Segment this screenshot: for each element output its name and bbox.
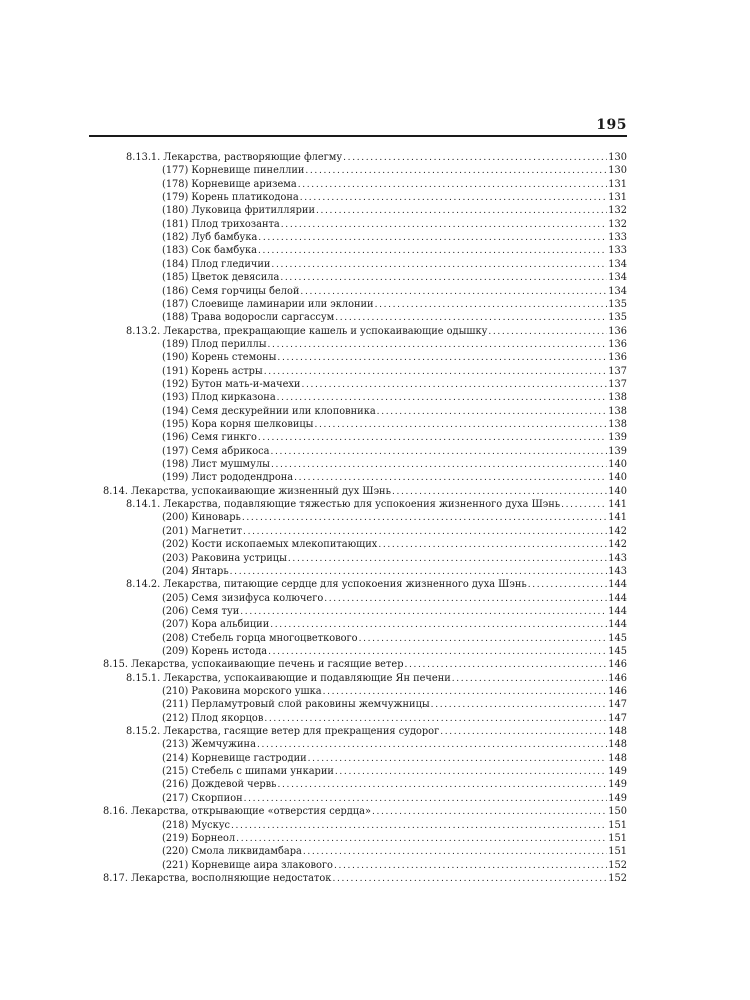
toc-entry-page: 152 [608, 859, 627, 871]
dot-leader [278, 778, 608, 792]
toc-entry-title: Семя абрикоса [191, 445, 270, 457]
toc-entry-page: 146 [608, 672, 627, 684]
toc-entry-page: 144 [608, 579, 627, 591]
dot-leader [258, 244, 607, 258]
dot-leader [335, 765, 607, 779]
toc-entry-title: Перламутровый слой раковины жемчужницы [191, 699, 430, 711]
toc-entry [162, 685, 627, 698]
dot-leader [270, 618, 607, 632]
toc-entry-number: 8.14. [103, 485, 128, 497]
toc-entry-number: (214) [162, 752, 189, 764]
toc-entry-page: 145 [608, 632, 627, 644]
toc-entry-page: 149 [608, 792, 627, 804]
toc-entry-title: Корневище аира злакового [191, 859, 333, 871]
toc-entry-page: 151 [608, 846, 627, 858]
toc-entry [162, 365, 627, 378]
dot-leader [280, 271, 607, 285]
dot-leader [268, 338, 608, 352]
toc-entry-title: Корневище гастродии [191, 752, 307, 764]
toc-entry-title: Раковина морского ушка [191, 686, 322, 697]
toc-entry-title: Кости ископаемых млекопитающих [191, 539, 378, 551]
toc-entry-page: 145 [608, 645, 627, 657]
toc-entry [162, 832, 627, 845]
dot-leader [308, 752, 608, 766]
dot-leader [392, 485, 607, 499]
toc-entry-title: Лекарства, гасящие ветер для прекращения судорог [163, 726, 440, 738]
toc-entry [162, 231, 627, 244]
toc-entry [162, 565, 627, 578]
dot-leader [300, 285, 607, 299]
toc-entry-title: Лекарства, открывающие «отверстия сердца» [130, 806, 371, 818]
dot-leader [271, 458, 607, 472]
toc-entry-number: (209) [162, 645, 189, 657]
toc-entry-title: Раковина устрицы [191, 552, 287, 564]
dot-leader [324, 592, 607, 606]
toc-entry-title: Лекарства, успокаивающие и подавляющие Ян печени [163, 672, 451, 684]
toc-entry-number: (202) [162, 539, 189, 551]
toc-entry-title: Жемчужина [191, 739, 256, 751]
toc-entry-page: 139 [608, 432, 627, 444]
toc-entry-title: Плод гледичии [191, 258, 271, 270]
toc-entry-number: 8.13.2. [126, 325, 161, 337]
toc-entry-title: Луб бамбука [191, 232, 258, 244]
toc-entry [162, 632, 627, 645]
toc-entry-title: Стебель с шипами ункарии [191, 766, 334, 778]
toc-entry [162, 765, 627, 778]
dot-leader [378, 538, 607, 552]
toc-entry-title: Киноварь [191, 512, 241, 524]
toc-entry-title: Лекарства, восполняющие недостаток [130, 872, 332, 884]
dot-leader [240, 605, 607, 619]
toc-entry-page: 132 [608, 218, 627, 230]
toc-entry-title: Луковица фритиллярии [191, 205, 315, 217]
toc-entry [162, 164, 627, 177]
toc-entry [162, 445, 627, 458]
toc-entry-title: Корень астры [191, 365, 263, 377]
toc-entry [126, 498, 627, 511]
toc-entry-title: Семя гинкго [191, 432, 257, 444]
toc-entry [162, 258, 627, 271]
toc-entry-number: (179) [162, 192, 189, 204]
dot-leader [243, 525, 607, 539]
toc-entry [162, 552, 627, 565]
dot-leader [332, 872, 607, 886]
toc-entry-number: (185) [162, 272, 189, 284]
toc-entry-number: (211) [162, 699, 189, 711]
toc-entry-page: 140 [608, 485, 627, 497]
toc-entry [126, 725, 627, 738]
toc-entry-page: 134 [608, 272, 627, 284]
toc-entry-number: (186) [162, 285, 189, 297]
toc-entry-title: Кора корня шелковицы [191, 419, 314, 430]
toc-entry-page: 152 [608, 872, 627, 884]
toc-entry-number: (215) [162, 766, 189, 778]
toc-entry [162, 471, 627, 484]
toc-entry-page: 136 [608, 338, 627, 350]
toc-entry-title: Лист мушмулы [191, 459, 270, 471]
toc-entry-number: (200) [162, 512, 189, 524]
toc-entry-title: Слоевище ламинарии или эклонии [191, 298, 374, 310]
toc-entry-title: Корень истода [191, 645, 268, 657]
toc-entry-page: 146 [608, 659, 627, 671]
dot-leader [281, 218, 608, 232]
dot-leader [264, 712, 607, 726]
toc-entry [162, 271, 627, 284]
dot-leader [268, 645, 607, 659]
toc-entry-number: (198) [162, 459, 189, 471]
toc-entry-title: Смола ликвидамбара [191, 846, 302, 858]
toc-entry-page: 138 [608, 405, 627, 417]
toc-entry-page: 137 [608, 378, 627, 390]
toc-entry-page: 144 [608, 592, 627, 604]
dot-leader [298, 178, 608, 192]
toc-entry-number: (187) [162, 298, 189, 310]
toc-entry-number: (201) [162, 525, 189, 537]
dot-leader [231, 819, 607, 833]
toc-entry-title: Плод якорцов [191, 712, 264, 724]
toc-entry-page: 134 [608, 285, 627, 297]
toc-entry [162, 338, 627, 351]
toc-entry-number: (182) [162, 232, 189, 244]
toc-entry-title: Корневище аризема [191, 178, 297, 190]
toc-entry [162, 819, 627, 832]
toc-entry [103, 485, 627, 498]
toc-entry-page: 131 [608, 192, 627, 204]
toc-entry-number: (206) [162, 605, 189, 617]
toc-entry-title: Лекарства, прекращающие кашель и успокаивающие одышку [163, 325, 488, 337]
dot-leader [300, 191, 608, 205]
toc-entry-page: 140 [608, 459, 627, 471]
toc-entry [162, 778, 627, 791]
dot-leader [335, 311, 607, 325]
toc-entry [162, 311, 627, 324]
toc-entry-number: (197) [162, 445, 189, 457]
toc-entry [162, 592, 627, 605]
toc-entry-page: 148 [608, 739, 627, 751]
toc-entry-title: Стебель горца многоцветкового [191, 632, 358, 644]
toc-entry [162, 431, 627, 444]
toc-entry [162, 698, 627, 711]
toc-entry [162, 204, 627, 217]
toc-entry-number: (203) [162, 552, 189, 564]
dot-leader [359, 632, 608, 646]
toc-entry [162, 645, 627, 658]
toc-entry [126, 325, 627, 338]
toc-entry-number: 8.13.1. [126, 152, 161, 163]
toc-entry-title: Плод кирказона [191, 392, 276, 404]
toc-entry [162, 792, 627, 805]
toc-entry [103, 872, 627, 885]
toc-entry-title: Борнеол [191, 832, 236, 844]
dot-leader [377, 405, 608, 419]
toc-entry-title: Корень платикодона [191, 192, 299, 204]
toc-entry-page: 142 [608, 525, 627, 537]
toc-entry-page: 149 [608, 779, 627, 791]
toc-entry-page: 151 [608, 832, 627, 844]
toc-entry-number: (205) [162, 592, 189, 604]
toc-entry [162, 845, 627, 858]
dot-leader [277, 391, 608, 405]
toc-entry [162, 605, 627, 618]
page-number: 195 [596, 117, 627, 133]
toc-entry-number: (212) [162, 712, 189, 724]
toc-entry-page: 133 [608, 232, 627, 244]
toc-entry-number: (178) [162, 178, 189, 190]
dot-leader [452, 672, 608, 686]
toc-entry-number: (217) [162, 792, 189, 804]
toc-entry-page: 130 [608, 152, 627, 163]
toc-entry-number: (213) [162, 739, 189, 751]
toc-entry-title: Дождевой червь [191, 779, 277, 791]
toc-entry-title: Лекарства, питающие сердце для успокоения жизненного духа Шэнь [163, 579, 527, 591]
dot-leader [257, 738, 607, 752]
toc-entry [162, 511, 627, 524]
dot-leader [258, 231, 607, 245]
dot-leader [305, 164, 607, 178]
toc-entry [126, 151, 627, 164]
toc-entry-page: 133 [608, 245, 627, 257]
toc-entry-page: 151 [608, 819, 627, 831]
toc-entry-number: (194) [162, 405, 189, 417]
toc-entry [162, 859, 627, 872]
dot-leader [343, 151, 607, 165]
toc-entry-number: (210) [162, 686, 189, 697]
toc-entry-number: 8.15.2. [126, 726, 161, 738]
dot-leader [242, 511, 607, 525]
dot-leader [271, 258, 607, 272]
toc-entry-number: (219) [162, 832, 189, 844]
toc-entry-page: 141 [608, 499, 627, 511]
toc-entry-number: 8.16. [103, 806, 128, 818]
toc-entry-title: Лекарства, подавляющие тяжестью для успокоения жизненного духа Шэнь [163, 499, 561, 511]
toc-entry-title: Лекарства, растворяющие флегму [163, 152, 343, 163]
dot-leader [303, 845, 607, 859]
toc-entry-title: Лекарства, успокаивающие жизненный дух Шэнь [130, 485, 391, 497]
toc-entry-number: (208) [162, 632, 189, 644]
toc-entry [162, 752, 627, 765]
toc-entry-number: (184) [162, 258, 189, 270]
toc-entry-number: (216) [162, 779, 189, 791]
toc-entry-page: 147 [608, 699, 627, 711]
toc-entry-page: 137 [608, 365, 627, 377]
dot-leader [372, 805, 607, 819]
dot-leader [334, 859, 607, 873]
toc-entry-page: 148 [608, 752, 627, 764]
toc-entry-title: Семя туи [191, 605, 240, 617]
toc-entry-page: 148 [608, 726, 627, 738]
toc-entry [162, 525, 627, 538]
toc-entry-page: 138 [608, 419, 627, 430]
toc-entry-page: 132 [608, 205, 627, 217]
toc-entry-title: Трава водоросли саргассум [191, 312, 335, 324]
toc-entry-title: Скорпион [191, 792, 243, 804]
toc-entry [103, 805, 627, 818]
toc-entry [162, 378, 627, 391]
toc-entry-page: 143 [608, 552, 627, 564]
toc-entry-page: 149 [608, 766, 627, 778]
dot-leader [258, 431, 607, 445]
toc-entry-title: Магнетит [191, 525, 243, 537]
toc-entry-number: 8.15.1. [126, 672, 161, 684]
dot-leader [431, 698, 608, 712]
toc-entry [162, 178, 627, 191]
toc-entry [162, 405, 627, 418]
dot-leader [301, 378, 607, 392]
toc-entry-title: Цветок девясила [191, 272, 280, 284]
dot-leader [244, 792, 608, 806]
toc-entry-number: (183) [162, 245, 189, 257]
dot-leader [404, 658, 607, 672]
toc-entry [162, 618, 627, 631]
toc-entry-number: 8.17. [103, 872, 128, 884]
toc-entry-page: 139 [608, 445, 627, 457]
toc-entry-title: Лист рододендрона [191, 472, 294, 484]
toc-entry-title: Плод трихозанта [191, 218, 280, 230]
toc-entry-title: Семя зизифуса колючего [191, 592, 324, 604]
toc-entry-number: (199) [162, 472, 189, 484]
toc-entry-number: (191) [162, 365, 189, 377]
toc-entry-number: (220) [162, 846, 189, 858]
toc-entry [162, 298, 627, 311]
toc-entry [162, 285, 627, 298]
toc-entry-title: Плод периллы [191, 338, 267, 350]
toc-entry-number: 8.15. [103, 659, 128, 671]
toc-entry-page: 140 [608, 472, 627, 484]
toc-entry-number: (204) [162, 565, 189, 577]
dot-leader [277, 351, 607, 365]
toc-entry-title: Мускус [191, 819, 231, 831]
toc-entry-page: 135 [608, 298, 627, 310]
dot-leader [294, 471, 607, 485]
dot-leader [561, 498, 607, 512]
toc-entry-title: Семя горчицы белой [191, 285, 300, 297]
toc-entry-number: (189) [162, 338, 189, 350]
toc-entry-number: (207) [162, 619, 189, 631]
dot-leader [314, 418, 607, 432]
toc-entry-page: 142 [608, 539, 627, 551]
toc-entry-number: (181) [162, 218, 189, 230]
header-divider [89, 135, 627, 137]
toc-entry-number: 8.14.2. [126, 579, 161, 591]
toc-entry [162, 244, 627, 257]
toc-entry-number: (190) [162, 352, 189, 364]
toc-entry-page: 130 [608, 165, 627, 177]
dot-leader [440, 725, 607, 739]
toc-entry-number: (196) [162, 432, 189, 444]
toc-entry-title: Корневище пинеллии [191, 165, 305, 177]
toc-entry-title: Янтарь [191, 565, 229, 577]
dot-leader [316, 204, 607, 218]
toc-entry-number: (188) [162, 312, 189, 324]
toc-entry-page: 141 [608, 512, 627, 524]
toc-entry-page: 134 [608, 258, 627, 270]
toc-entry-title: Кора альбиции [191, 619, 270, 631]
toc-entry [162, 191, 627, 204]
toc-entry [162, 391, 627, 404]
toc-entry-title: Сок бамбука [191, 245, 257, 257]
toc-entry [126, 578, 627, 591]
toc-entry [162, 538, 627, 551]
toc-entry-number: (221) [162, 859, 189, 871]
dot-leader [236, 832, 607, 846]
dot-leader [323, 685, 608, 699]
dot-leader [488, 325, 607, 339]
dot-leader [230, 565, 608, 579]
toc-entry [103, 658, 627, 671]
toc-entry [162, 218, 627, 231]
toc-entry-page: 144 [608, 605, 627, 617]
dot-leader [528, 578, 608, 592]
toc-entry [162, 351, 627, 364]
toc-entry-page: 146 [608, 686, 627, 697]
toc-entry-number: (177) [162, 165, 189, 177]
toc-entry-page: 143 [608, 565, 627, 577]
toc-entry-number: (195) [162, 419, 189, 430]
toc-entry [126, 672, 627, 685]
toc-entry [162, 418, 627, 431]
toc-entry-title: Лекарства, успокаивающие печень и гасящие ветер [130, 659, 404, 671]
toc-entry-number: (180) [162, 205, 189, 217]
toc-entry-page: 138 [608, 392, 627, 404]
toc-entry-page: 135 [608, 312, 627, 324]
toc-entry-number: (218) [162, 819, 189, 831]
toc-entry-page: 136 [608, 352, 627, 364]
toc-entry [162, 712, 627, 725]
dot-leader [288, 552, 607, 566]
toc-entry-page: 144 [608, 619, 627, 631]
toc-entry [162, 738, 627, 751]
toc-entry-page: 136 [608, 325, 627, 337]
dot-leader [264, 365, 608, 379]
toc-entry [162, 458, 627, 471]
toc-entry-page: 131 [608, 178, 627, 190]
toc-entry-number: (193) [162, 392, 189, 404]
toc-entry-title: Семя дескурейнии или клоповника [191, 405, 376, 417]
dot-leader [375, 298, 608, 312]
toc-entry-page: 147 [608, 712, 627, 724]
toc-entry-number: (192) [162, 378, 189, 390]
toc-entry-title: Корень стемоны [191, 352, 277, 364]
toc-entry-number: 8.14.1. [126, 499, 161, 511]
toc-entry-title: Бутон мать-и-мачехи [191, 378, 301, 390]
dot-leader [270, 445, 607, 459]
toc-entry-page: 150 [608, 806, 627, 818]
